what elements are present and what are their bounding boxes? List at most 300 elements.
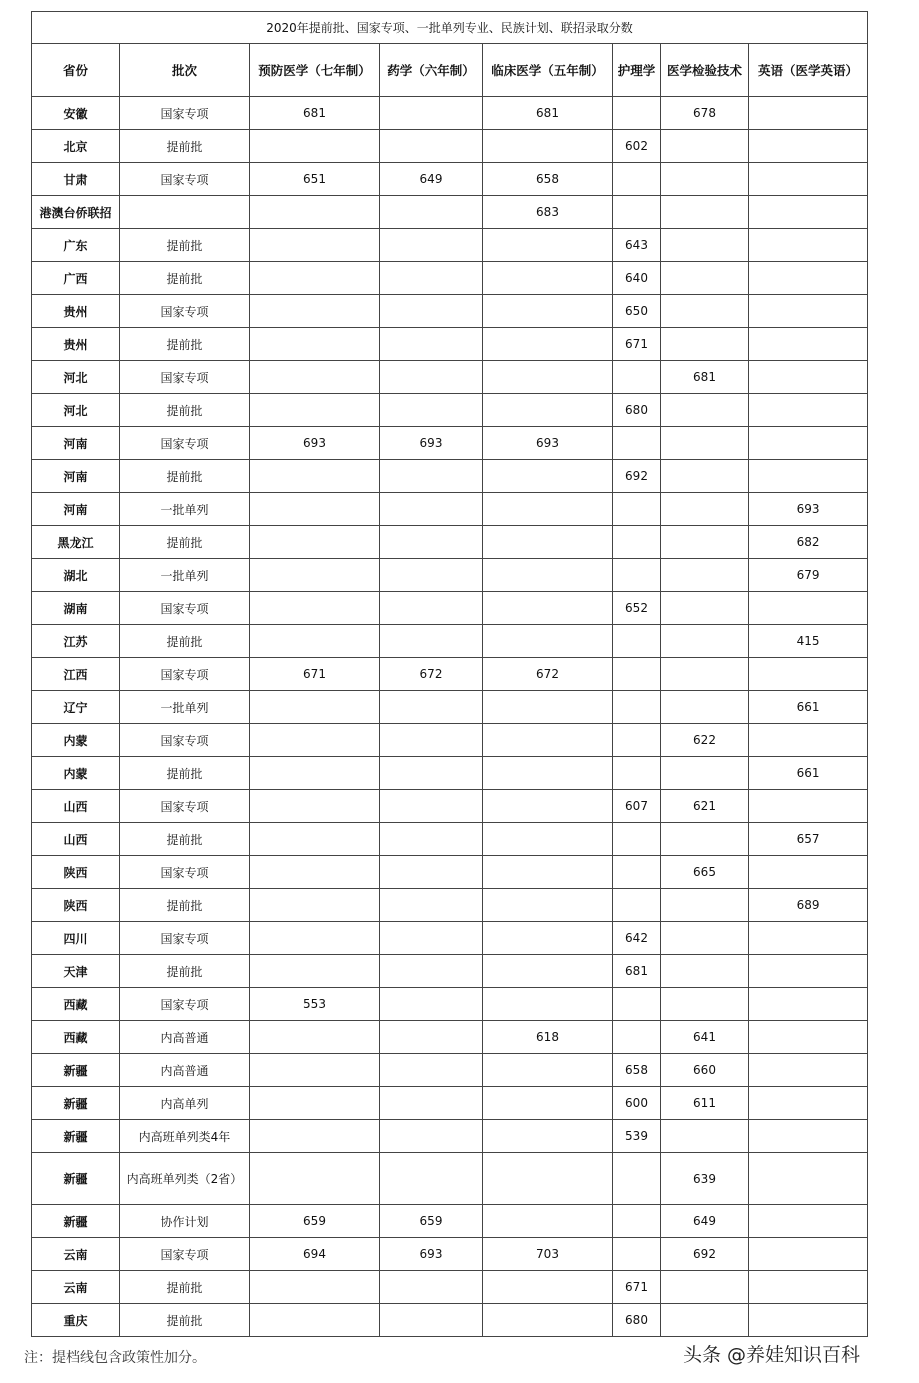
score-cell — [661, 130, 749, 163]
province-cell: 新疆 — [32, 1153, 120, 1205]
score-cell: 661 — [749, 691, 868, 724]
score-cell — [613, 988, 661, 1021]
score-cell — [749, 1153, 868, 1205]
score-cell: 671 — [613, 328, 661, 361]
score-cell — [380, 856, 483, 889]
province-cell: 云南 — [32, 1271, 120, 1304]
batch-cell: 提前批 — [120, 526, 250, 559]
score-cell — [483, 460, 613, 493]
score-cell — [613, 1205, 661, 1238]
province-cell: 山西 — [32, 823, 120, 856]
score-cell: 643 — [613, 229, 661, 262]
score-cell: 607 — [613, 790, 661, 823]
score-cell — [483, 922, 613, 955]
province-cell: 贵州 — [32, 295, 120, 328]
province-cell: 河南 — [32, 460, 120, 493]
score-cell — [613, 163, 661, 196]
score-cell — [380, 1153, 483, 1205]
score-cell — [250, 460, 380, 493]
province-cell: 陕西 — [32, 889, 120, 922]
score-cell — [380, 823, 483, 856]
score-cell: 652 — [613, 592, 661, 625]
score-cell — [380, 526, 483, 559]
score-cell — [250, 526, 380, 559]
province-cell: 陕西 — [32, 856, 120, 889]
score-cell — [661, 1304, 749, 1337]
batch-cell: 协作计划 — [120, 1205, 250, 1238]
score-cell — [380, 955, 483, 988]
score-cell: 618 — [483, 1021, 613, 1054]
province-cell: 江苏 — [32, 625, 120, 658]
score-cell — [250, 394, 380, 427]
score-cell: 649 — [380, 163, 483, 196]
score-cell: 657 — [749, 823, 868, 856]
table-row — [32, 691, 868, 724]
score-cell — [749, 1120, 868, 1153]
score-cell — [483, 229, 613, 262]
province-cell: 北京 — [32, 130, 120, 163]
score-cell — [749, 988, 868, 1021]
score-cell — [749, 856, 868, 889]
score-cell — [250, 229, 380, 262]
score-cell — [749, 1205, 868, 1238]
score-cell — [483, 1304, 613, 1337]
score-cell — [613, 361, 661, 394]
score-cell — [483, 493, 613, 526]
province-cell: 山西 — [32, 790, 120, 823]
score-cell — [380, 493, 483, 526]
header-row — [32, 44, 868, 97]
score-cell — [661, 196, 749, 229]
score-cell: 703 — [483, 1238, 613, 1271]
score-cell: 651 — [250, 163, 380, 196]
header-english: 英语（医学英语） — [749, 44, 868, 97]
table-row — [32, 460, 868, 493]
score-cell — [380, 328, 483, 361]
province-cell: 辽宁 — [32, 691, 120, 724]
table-row — [32, 1304, 868, 1337]
score-cell — [483, 1120, 613, 1153]
score-cell: 693 — [250, 427, 380, 460]
province-cell: 安徽 — [32, 97, 120, 130]
batch-cell: 内高普通 — [120, 1054, 250, 1087]
table-row — [32, 361, 868, 394]
score-cell: 693 — [749, 493, 868, 526]
score-cell — [749, 1054, 868, 1087]
score-cell: 671 — [250, 658, 380, 691]
score-cell: 679 — [749, 559, 868, 592]
batch-cell: 提前批 — [120, 460, 250, 493]
province-cell: 新疆 — [32, 1087, 120, 1120]
score-cell — [483, 1054, 613, 1087]
batch-cell — [120, 196, 250, 229]
table-row — [32, 625, 868, 658]
batch-cell: 国家专项 — [120, 922, 250, 955]
score-cell — [749, 1271, 868, 1304]
score-cell: 692 — [613, 460, 661, 493]
score-cell — [661, 625, 749, 658]
score-cell — [661, 922, 749, 955]
batch-cell: 国家专项 — [120, 658, 250, 691]
score-cell — [380, 1304, 483, 1337]
score-cell — [250, 262, 380, 295]
score-cell — [250, 559, 380, 592]
score-cell — [250, 328, 380, 361]
province-cell: 河南 — [32, 493, 120, 526]
score-cell — [661, 658, 749, 691]
score-cell — [661, 295, 749, 328]
score-cell — [749, 1087, 868, 1120]
batch-cell: 提前批 — [120, 889, 250, 922]
score-cell — [749, 790, 868, 823]
score-cell — [749, 427, 868, 460]
batch-cell: 提前批 — [120, 229, 250, 262]
table-row — [32, 823, 868, 856]
score-cell — [483, 295, 613, 328]
score-cell: 639 — [661, 1153, 749, 1205]
score-cell — [749, 1021, 868, 1054]
score-cell — [661, 328, 749, 361]
score-cell — [613, 427, 661, 460]
table-row — [32, 790, 868, 823]
batch-cell: 提前批 — [120, 757, 250, 790]
score-cell: 683 — [483, 196, 613, 229]
province-cell: 湖南 — [32, 592, 120, 625]
score-cell — [613, 493, 661, 526]
score-cell — [613, 97, 661, 130]
score-cell — [483, 823, 613, 856]
table-row — [32, 262, 868, 295]
table-row — [32, 1153, 868, 1205]
score-cell — [749, 229, 868, 262]
batch-cell: 国家专项 — [120, 790, 250, 823]
table-row — [32, 295, 868, 328]
score-cell — [250, 955, 380, 988]
score-cell — [250, 1153, 380, 1205]
score-cell — [250, 493, 380, 526]
score-cell: 415 — [749, 625, 868, 658]
score-cell — [380, 1271, 483, 1304]
score-cell — [749, 163, 868, 196]
batch-cell: 国家专项 — [120, 1238, 250, 1271]
score-cell — [661, 955, 749, 988]
score-cell — [613, 559, 661, 592]
score-cell — [749, 592, 868, 625]
score-cell — [613, 625, 661, 658]
header-preventive-medicine: 预防医学（七年制） — [250, 44, 380, 97]
table-row — [32, 328, 868, 361]
score-cell — [483, 328, 613, 361]
province-cell: 西藏 — [32, 988, 120, 1021]
table-row — [32, 955, 868, 988]
score-cell: 694 — [250, 1238, 380, 1271]
score-cell: 681 — [250, 97, 380, 130]
header-nursing: 护理学 — [613, 44, 661, 97]
score-cell — [483, 625, 613, 658]
score-cell — [483, 889, 613, 922]
score-cell — [749, 130, 868, 163]
score-cell — [749, 922, 868, 955]
score-cell: 678 — [661, 97, 749, 130]
score-cell — [483, 691, 613, 724]
score-cell — [613, 526, 661, 559]
batch-cell: 提前批 — [120, 1304, 250, 1337]
table-body — [32, 97, 868, 1337]
score-cell — [661, 823, 749, 856]
score-cell — [380, 460, 483, 493]
score-cell: 661 — [749, 757, 868, 790]
table-row — [32, 163, 868, 196]
score-cell — [380, 262, 483, 295]
header-batch: 批次 — [120, 44, 250, 97]
score-cell: 693 — [483, 427, 613, 460]
score-cell — [380, 889, 483, 922]
score-cell — [250, 1271, 380, 1304]
batch-cell: 提前批 — [120, 1271, 250, 1304]
score-cell — [250, 196, 380, 229]
province-cell: 云南 — [32, 1238, 120, 1271]
score-cell: 650 — [613, 295, 661, 328]
score-cell — [661, 394, 749, 427]
score-cell — [250, 1304, 380, 1337]
score-cell — [250, 130, 380, 163]
batch-cell: 提前批 — [120, 130, 250, 163]
score-cell — [749, 658, 868, 691]
score-cell — [380, 988, 483, 1021]
province-cell: 湖北 — [32, 559, 120, 592]
score-cell — [613, 196, 661, 229]
score-cell — [250, 361, 380, 394]
score-cell — [749, 394, 868, 427]
score-cell — [380, 724, 483, 757]
score-cell — [483, 130, 613, 163]
batch-cell: 国家专项 — [120, 988, 250, 1021]
score-cell: 602 — [613, 130, 661, 163]
score-cell — [661, 889, 749, 922]
score-cell — [483, 955, 613, 988]
footnote: 注：提档线包含政策性加分。 — [24, 1350, 206, 1366]
batch-cell: 一批单列 — [120, 493, 250, 526]
province-cell: 广西 — [32, 262, 120, 295]
score-cell — [661, 757, 749, 790]
score-cell — [380, 592, 483, 625]
score-cell: 658 — [613, 1054, 661, 1087]
score-cell — [749, 724, 868, 757]
province-cell: 黑龙江 — [32, 526, 120, 559]
score-cell — [661, 1120, 749, 1153]
score-cell: 681 — [613, 955, 661, 988]
province-cell: 港澳台侨联招 — [32, 196, 120, 229]
table-row — [32, 196, 868, 229]
score-cell: 680 — [613, 1304, 661, 1337]
score-cell: 622 — [661, 724, 749, 757]
batch-cell: 国家专项 — [120, 427, 250, 460]
batch-cell: 提前批 — [120, 955, 250, 988]
score-cell — [250, 790, 380, 823]
batch-cell: 提前批 — [120, 262, 250, 295]
score-cell — [749, 460, 868, 493]
score-cell — [250, 856, 380, 889]
province-cell: 江西 — [32, 658, 120, 691]
score-cell — [483, 361, 613, 394]
table-row — [32, 1271, 868, 1304]
table-row — [32, 1087, 868, 1120]
table-row — [32, 724, 868, 757]
score-cell: 665 — [661, 856, 749, 889]
batch-cell: 国家专项 — [120, 724, 250, 757]
score-cell — [661, 460, 749, 493]
score-cell — [250, 1021, 380, 1054]
score-cell: 672 — [483, 658, 613, 691]
table-row — [32, 493, 868, 526]
score-cell — [250, 922, 380, 955]
table-row — [32, 592, 868, 625]
batch-cell: 一批单列 — [120, 559, 250, 592]
score-cell — [483, 592, 613, 625]
score-cell — [613, 1238, 661, 1271]
score-cell — [380, 394, 483, 427]
table-row — [32, 988, 868, 1021]
table-row — [32, 1238, 868, 1271]
score-cell — [483, 526, 613, 559]
table-row — [32, 1120, 868, 1153]
score-cell — [661, 526, 749, 559]
province-cell: 新疆 — [32, 1054, 120, 1087]
score-cell — [661, 1271, 749, 1304]
score-cell: 658 — [483, 163, 613, 196]
score-cell: 641 — [661, 1021, 749, 1054]
table-row — [32, 889, 868, 922]
score-cell: 539 — [613, 1120, 661, 1153]
score-cell: 693 — [380, 427, 483, 460]
table-row — [32, 229, 868, 262]
score-cell — [613, 757, 661, 790]
score-cell — [613, 658, 661, 691]
score-cell — [483, 1205, 613, 1238]
score-cell: 660 — [661, 1054, 749, 1087]
table-row — [32, 922, 868, 955]
province-cell: 甘肃 — [32, 163, 120, 196]
table-row — [32, 526, 868, 559]
table-row — [32, 757, 868, 790]
score-cell — [250, 757, 380, 790]
score-cell — [380, 1087, 483, 1120]
table-row — [32, 1205, 868, 1238]
table-row — [32, 1054, 868, 1087]
score-cell — [250, 1120, 380, 1153]
score-cell — [613, 724, 661, 757]
score-cell — [380, 1054, 483, 1087]
score-cell — [380, 1120, 483, 1153]
batch-cell: 国家专项 — [120, 97, 250, 130]
batch-cell: 国家专项 — [120, 361, 250, 394]
score-cell — [250, 691, 380, 724]
province-cell: 天津 — [32, 955, 120, 988]
table-row — [32, 97, 868, 130]
score-cell — [613, 889, 661, 922]
score-cell — [483, 262, 613, 295]
score-cell — [483, 1153, 613, 1205]
score-cell — [250, 625, 380, 658]
score-cell — [250, 592, 380, 625]
header-pharmacy: 药学（六年制） — [380, 44, 483, 97]
batch-cell: 国家专项 — [120, 163, 250, 196]
province-cell: 内蒙 — [32, 724, 120, 757]
score-cell — [661, 262, 749, 295]
score-cell: 671 — [613, 1271, 661, 1304]
score-cell — [483, 856, 613, 889]
batch-cell: 国家专项 — [120, 856, 250, 889]
score-cell — [749, 97, 868, 130]
score-cell — [613, 1153, 661, 1205]
score-cell — [661, 592, 749, 625]
batch-cell: 内高班单列类（2省） — [120, 1153, 250, 1205]
score-cell — [380, 196, 483, 229]
province-cell: 河北 — [32, 361, 120, 394]
score-cell: 642 — [613, 922, 661, 955]
province-cell: 广东 — [32, 229, 120, 262]
table-title: 2020年提前批、国家专项、一批单列专业、民族计划、联招录取分数 — [32, 12, 868, 44]
score-cell — [749, 1304, 868, 1337]
score-cell — [380, 295, 483, 328]
score-cell — [380, 361, 483, 394]
batch-cell: 国家专项 — [120, 592, 250, 625]
batch-cell: 内高单列 — [120, 1087, 250, 1120]
score-cell: 640 — [613, 262, 661, 295]
header-province: 省份 — [32, 44, 120, 97]
batch-cell: 提前批 — [120, 328, 250, 361]
score-cell — [250, 295, 380, 328]
table-row — [32, 394, 868, 427]
score-cell — [661, 427, 749, 460]
batch-cell: 一批单列 — [120, 691, 250, 724]
score-cell — [380, 559, 483, 592]
score-cell — [613, 1021, 661, 1054]
score-cell — [380, 922, 483, 955]
score-cell — [613, 856, 661, 889]
score-cell — [250, 724, 380, 757]
score-cell — [483, 1271, 613, 1304]
score-cell — [749, 1238, 868, 1271]
score-cell — [380, 757, 483, 790]
score-cell — [661, 559, 749, 592]
province-cell: 四川 — [32, 922, 120, 955]
score-cell: 680 — [613, 394, 661, 427]
score-cell: 659 — [250, 1205, 380, 1238]
score-cell — [250, 889, 380, 922]
batch-cell: 内高班单列类4年 — [120, 1120, 250, 1153]
province-cell: 西藏 — [32, 1021, 120, 1054]
score-cell: 621 — [661, 790, 749, 823]
score-cell — [661, 988, 749, 1021]
score-cell — [749, 328, 868, 361]
batch-cell: 提前批 — [120, 823, 250, 856]
score-cell — [250, 1087, 380, 1120]
score-cell — [613, 691, 661, 724]
score-cell — [380, 97, 483, 130]
score-cell — [483, 394, 613, 427]
batch-cell: 国家专项 — [120, 295, 250, 328]
score-cell — [661, 493, 749, 526]
batch-cell: 内高普通 — [120, 1021, 250, 1054]
score-cell: 693 — [380, 1238, 483, 1271]
province-cell: 内蒙 — [32, 757, 120, 790]
score-cell — [483, 757, 613, 790]
score-cell — [661, 229, 749, 262]
score-cell — [380, 229, 483, 262]
score-cell — [613, 823, 661, 856]
province-cell: 重庆 — [32, 1304, 120, 1337]
